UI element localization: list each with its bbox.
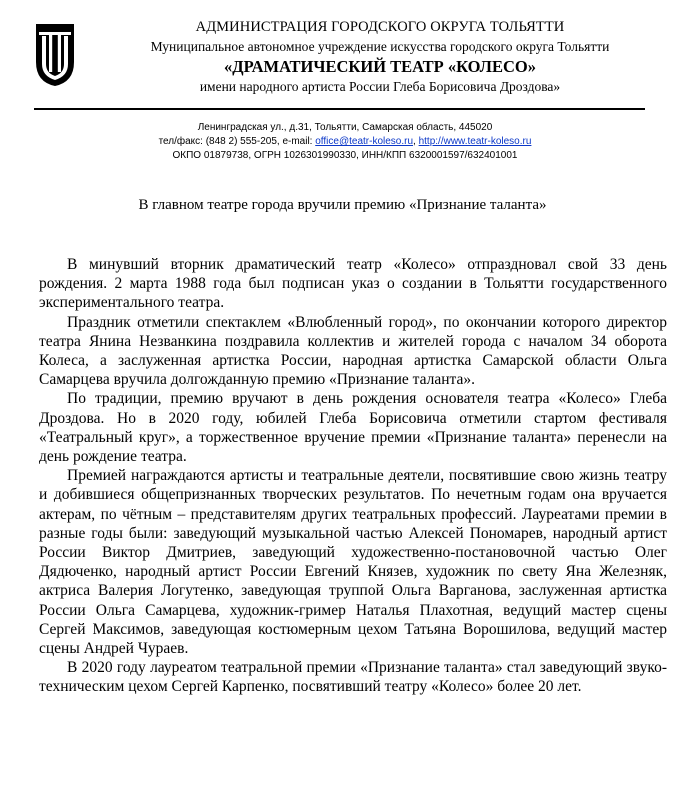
website-link[interactable]: http://www.teatr-koleso.ru bbox=[418, 136, 532, 147]
article-body bbox=[39, 255, 667, 697]
organization-block bbox=[110, 18, 650, 96]
theater-name: «ДРАМАТИЧЕСКИЙ ТЕАТР «КОЛЕСО» bbox=[224, 57, 536, 76]
registry-line: ОКПО 01879738, ОГРН 1026301990330, ИНН/КПП 6320001597/632401001 bbox=[172, 150, 518, 161]
theater-wheel-logo-icon bbox=[33, 22, 77, 88]
phone-email-line bbox=[135, 135, 555, 149]
header-divider bbox=[34, 108, 645, 110]
theater-dedication: имени народного артиста России Глеба Борисовича Дроздова» bbox=[199, 79, 561, 94]
paragraph-2020-laureate: В 2020 году лауреатом театральной премии «Признание таланта» стал заведующий звуко-техническим цехом Сергей Карпенко, посвятивший театру «Колесо» более 20 лет. bbox=[39, 659, 667, 696]
paragraph-laureates: Премией награждаются артисты и театральные деятели, посвятившие свою жизнь театру и добившиеся общепризнанных творческих результатов. По нечетным годам она вручается актерам, по чётным – представителям других театральных профессий. Лауреатами премии в разные годы были: заведующий музыкальной частью Алексей Пономарев, народный артист России Виктор Дмитриев, заведующий художественно-постановочной частью Олег Дядюченко, народный артист России Евгений Князев, художник по свету Яна Железняк, актриса Валерия Логутенко, заведующая труппой Ольга Варганова, заслуженная артистка России Ольга Самарцева, художник-гример Наталья Плахотная, ведущий мастер сцены Сергей Максимов, заведующая костюмерным цехом Татьяна Ворошилова, ведущий мастер сцены Андрей Чураев. bbox=[39, 467, 667, 658]
email-link[interactable]: office@teatr-koleso.ru bbox=[315, 136, 414, 147]
contacts-block bbox=[135, 121, 555, 163]
institution-type: Муниципальное автономное учреждение искусства городского округа Тольятти bbox=[150, 39, 610, 54]
paragraph-celebration: Праздник отметили спектаклем «Влюбленный город», по окончании которого директор театра Янина Незванкина поздравила коллектив и жителей города с началом 34 оборота Колеса, а заслуженная артистка России, народная артистка Самарской области Ольга Самарцева вручила долгожданную премию «Признание таланта». bbox=[39, 313, 667, 389]
address-line: Ленинградская ул., д.31, Тольятти, Самарская область, 445020 bbox=[197, 122, 493, 133]
article-headline: В главном театре города вручили премию «Признание таланта» bbox=[138, 197, 547, 213]
phone-label: тел/факс: (848 2) 555-205, e-mail: bbox=[158, 136, 316, 147]
paragraph-tradition: По традиции, премию вручают в день рождения основателя театра «Колесо» Глеба Дроздова. Но в 2020 году, юбилей Глеба Борисовича отметили стартом фестиваля «Театральный круг», а торжественное вручение премии «Признание таланта» перенесли на день рождение театра. bbox=[39, 390, 667, 466]
paragraph-anniversary: В минувший вторник драматический театр «Колесо» отпраздновал свой 33 день рождения. 2 марта 1988 года был подписан указ о создании в Тольятти государственного экспериментального театра. bbox=[39, 256, 667, 312]
site-separator: , bbox=[413, 136, 419, 147]
administration-name: АДМИНИСТРАЦИЯ ГОРОДСКОГО ОКРУГА ТОЛЬЯТТИ bbox=[195, 19, 565, 35]
